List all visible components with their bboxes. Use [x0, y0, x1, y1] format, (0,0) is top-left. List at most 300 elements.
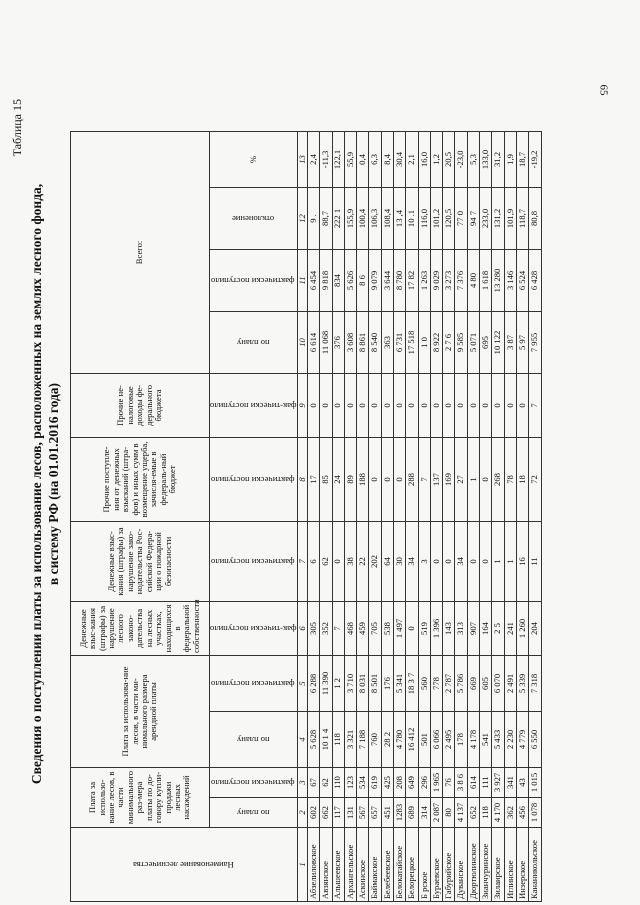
table-cell: 6 524 [516, 249, 528, 311]
table-cell: 20,5 [443, 131, 455, 187]
table-cell: 0 [344, 373, 356, 437]
forestry-name: Бураевское [430, 828, 442, 902]
table-cell: 6 454 [307, 249, 319, 311]
table-cell: 652 [467, 798, 479, 828]
table-cell: 0 [443, 521, 455, 601]
table-cell: 2 7 6 [443, 311, 455, 373]
table-row [504, 131, 516, 901]
table-cell: 122,1 [332, 131, 344, 187]
table-cell: 1,2 [430, 131, 442, 187]
table-cell: 0 [406, 601, 418, 655]
table-cell: 11 068 [320, 311, 332, 373]
table-cell: 9 818 [320, 249, 332, 311]
table-cell: 7 [529, 373, 541, 437]
table-cell: 8,4 [381, 131, 393, 187]
forestry-name: Кананикольское [529, 828, 541, 902]
table-cell: 1 [492, 521, 504, 601]
forestry-name: Альшеевское [332, 828, 344, 902]
table-cell: 689 [406, 798, 418, 828]
table-cell: 662 [320, 798, 332, 828]
table-cell: 13 280 [492, 249, 504, 311]
forestry-name: Белебеевское [381, 828, 393, 902]
table-cell: 155,9 [344, 187, 356, 249]
table-cell: 0 [443, 373, 455, 437]
table-cell: 6 550 [529, 711, 541, 767]
table-cell: 0 [430, 373, 442, 437]
column-number: 3 [297, 767, 307, 797]
table-cell: 2,4 [307, 131, 319, 187]
table-cell: 0 [467, 373, 479, 437]
table-cell: 4 170 [492, 798, 504, 828]
table-cell: 3 608 [344, 311, 356, 373]
table-row [369, 131, 381, 901]
table-cell: 204 [529, 601, 541, 655]
table-cell: 3 146 [504, 249, 516, 311]
header-total: Всего: [71, 131, 210, 373]
table-cell: 362 [504, 798, 516, 828]
table-cell: 567 [357, 798, 369, 828]
table-cell: 3 8 6 [455, 767, 467, 797]
header-name: Наименование лесничества [71, 828, 298, 902]
column-number: 10 [297, 311, 307, 373]
table-cell: 202 [369, 521, 381, 601]
table-cell: 5 339 [516, 655, 528, 711]
column-number: 11 [297, 249, 307, 311]
table-cell: 8 922 [430, 311, 442, 373]
table-row [307, 131, 319, 901]
table-cell: 907 [467, 601, 479, 655]
table-cell: 88,7 [320, 187, 332, 249]
table-cell: 0 [369, 437, 381, 521]
table-cell: 0 [480, 521, 492, 601]
header-col-e: Прочие поступле-ния от денежных взысканий (штра-фов) и иных сумм в возмещение ущерба, зачисля-емые в федераль-ный бюджет [71, 437, 210, 521]
table-cell: 77 0 [455, 187, 467, 249]
table-cell: -19,2 [529, 131, 541, 187]
header-col-c: Денежные взыс-кания (штрафы) за нарушение лесного законо-дательства на лесных участках, находящихся в федеральной собственности [71, 601, 210, 655]
table-cell: 131 [344, 798, 356, 828]
table-cell: 296 [418, 767, 430, 797]
forestry-name: Белокатайское [394, 828, 406, 902]
table-cell: 55,9 [344, 131, 356, 187]
table-cell: 17 82 [406, 249, 418, 311]
table-cell: 9 . [307, 187, 319, 249]
table-cell: 4 779 [516, 711, 528, 767]
table-cell: 28 2 [381, 711, 393, 767]
forestry-name: Абзелиловское [307, 828, 319, 902]
forestry-name: Дюртюлинское [467, 828, 479, 902]
table-cell: 16 412 [406, 711, 418, 767]
forestry-name: Дуванское [455, 828, 467, 902]
table-cell: 89 [344, 437, 356, 521]
table-cell: 0 [455, 373, 467, 437]
table-cell: 2 5 [492, 601, 504, 655]
table-cell: 10 .1 [406, 187, 418, 249]
table-cell: 7 955 [529, 311, 541, 373]
table-cell: 9 029 [430, 249, 442, 311]
header-col-a: Плата за использо-вание лесов, в части минимального раз-мера платы по до-говору купли-продажи лесных насаждений [71, 767, 210, 827]
table-cell: 0 [418, 373, 430, 437]
table-cell: 18 [516, 437, 528, 521]
column-number: 9 [297, 373, 307, 437]
table-cell: 188 [357, 437, 369, 521]
table-cell: 2 087 [430, 798, 442, 828]
table-cell: 0 [394, 437, 406, 521]
table-cell: 0 [406, 373, 418, 437]
table-cell: 3 87 [504, 311, 516, 373]
table-cell: 0 [381, 373, 393, 437]
subheader-plan: по плану [210, 798, 298, 828]
table-cell: 76 [443, 767, 455, 797]
table-cell: 4 80 [467, 249, 479, 311]
table-cell: 34 [406, 521, 418, 601]
column-number: 6 [297, 601, 307, 655]
header-col-b: Плата за использова-ние лесов, в части ми-нимального размера арендной платы [71, 655, 210, 767]
table-cell: 208 [394, 767, 406, 797]
table-cell: 6,3 [369, 131, 381, 187]
table-cell: 3 644 [381, 249, 393, 311]
table-cell: 13 ,4 [394, 187, 406, 249]
table-row [529, 131, 541, 901]
table-cell: 4 137 [455, 798, 467, 828]
table-row [418, 131, 430, 901]
table-cell: 118 [480, 798, 492, 828]
table-cell: 288 [406, 437, 418, 521]
forestry-name: Иглинское [504, 828, 516, 902]
table-cell: 9 079 [369, 249, 381, 311]
table-cell: 1 2 [332, 655, 344, 711]
revenue-table [70, 131, 542, 902]
table-cell: 116,0 [418, 187, 430, 249]
table-cell: 560 [418, 655, 430, 711]
table-cell: 7 188 [357, 711, 369, 767]
table-cell: 10 1 4 [320, 711, 332, 767]
table-cell: 120,5 [443, 187, 455, 249]
table-cell: 2 787 [443, 655, 455, 711]
table-cell: 657 [369, 798, 381, 828]
table-cell: 0,4 [357, 131, 369, 187]
table-cell: 1 [467, 437, 479, 521]
table-label: Таблица 15 [10, 99, 24, 157]
subheader-deviation: отклонение [210, 187, 298, 249]
table-cell: 101,2 [430, 187, 442, 249]
table-cell: 0 [320, 373, 332, 437]
table-row [357, 131, 369, 901]
forestry-name: Зианчуринское [480, 828, 492, 902]
table-cell: 376 [332, 311, 344, 373]
table-cell: 695 [480, 311, 492, 373]
table-cell: 4 178 [467, 711, 479, 767]
table-cell: 501 [418, 711, 430, 767]
table-cell: 6 614 [307, 311, 319, 373]
forestry-name: Баймакское [369, 828, 381, 902]
column-number: 13 [297, 131, 307, 187]
table-cell: 7 [418, 437, 430, 521]
table-cell: 2,1 [406, 131, 418, 187]
table-cell: 1,9 [504, 131, 516, 187]
table-cell: 1 618 [480, 249, 492, 311]
table-cell: 62 [320, 767, 332, 797]
table-cell: 2 491 [504, 655, 516, 711]
table-cell: 0 [430, 521, 442, 601]
table-cell: 241 [504, 601, 516, 655]
table-cell: 534 [357, 767, 369, 797]
table-cell: 3 927 [492, 767, 504, 797]
table-cell: 538 [381, 601, 393, 655]
table-cell: -11,3 [320, 131, 332, 187]
subheader-fact: фактически поступило [210, 521, 298, 601]
subheader-fact: фактически поступило [210, 437, 298, 521]
header-col-d: Денежные взыс-кания (штрафы) за нарушение зако-нодательства Рос-сийской Федера-ции о пожарной безопасности [71, 521, 210, 601]
table-row [320, 131, 332, 901]
table-cell: 0 [467, 521, 479, 601]
table-cell: -23,0 [455, 131, 467, 187]
table-cell: 118 [332, 711, 344, 767]
table-cell: 0 [480, 373, 492, 437]
forestry-name: Инзерское [516, 828, 528, 902]
table-cell: 85 [320, 437, 332, 521]
table-cell: 10 122 [492, 311, 504, 373]
table-cell: 7 376 [455, 249, 467, 311]
table-cell: 2 495 [443, 711, 455, 767]
table-row [394, 131, 406, 901]
table-cell: 117 [332, 798, 344, 828]
table-cell: 108,4 [381, 187, 393, 249]
table-cell: 78 [504, 437, 516, 521]
table-cell: 614 [467, 767, 479, 797]
table-cell: 778 [430, 655, 442, 711]
table-cell: 222 1 [332, 187, 344, 249]
forestry-name: Белорецкое [406, 828, 418, 902]
subheader-fact-short: фак-тически поступило [210, 601, 298, 655]
table-row [455, 131, 467, 901]
page-number: 65 [597, 84, 610, 96]
table-cell: 101,9 [504, 187, 516, 249]
column-number: 1 [297, 828, 307, 902]
table-cell: 5 628 [307, 711, 319, 767]
table-cell: 1 [504, 521, 516, 601]
table-cell: 1 497 [394, 601, 406, 655]
table-row [344, 131, 356, 901]
table-cell: 143 [443, 601, 455, 655]
column-number: 4 [297, 711, 307, 767]
table-cell: 619 [369, 767, 381, 797]
forestry-name: Авзянское [320, 828, 332, 902]
table-cell: 352 [320, 601, 332, 655]
table-cell: 1283 [394, 798, 406, 828]
table-cell: 16,0 [418, 131, 430, 187]
table-cell: 0 [516, 373, 528, 437]
table-row [430, 131, 442, 901]
table-cell: 8 540 [369, 311, 381, 373]
table-row [467, 131, 479, 901]
table-cell: 8 031 [357, 655, 369, 711]
table-row [516, 131, 528, 901]
table-cell: 834 [332, 249, 344, 311]
table-cell: 0 [307, 373, 319, 437]
subheader-fact-short: фак-тически поступило [210, 373, 298, 437]
table-cell: 16 [516, 521, 528, 601]
table-cell: 519 [418, 601, 430, 655]
table-cell: 2 230 [504, 711, 516, 767]
title-line-2: в систему РФ (на 01.01.2016 года) [46, 382, 61, 586]
table-cell: 137 [430, 437, 442, 521]
table-cell: 3 [418, 521, 430, 601]
table-cell: 27 [455, 437, 467, 521]
table-cell: 459 [357, 601, 369, 655]
table-cell: 1 015 [529, 767, 541, 797]
column-number: 5 [297, 655, 307, 711]
table-cell: 6 [307, 521, 319, 601]
table-cell: 5 626 [344, 249, 356, 311]
table-cell: 3 321 [344, 711, 356, 767]
table-cell: 106,3 [369, 187, 381, 249]
table-cell: 6 731 [394, 311, 406, 373]
table-cell: 0 [394, 373, 406, 437]
header-col-f: Прочие не-налоговые доходы фе-дерального бюджета [71, 373, 210, 437]
table-row [480, 131, 492, 901]
table-cell: 18,7 [516, 131, 528, 187]
table-cell: 5 433 [492, 711, 504, 767]
table-cell: 233,0 [480, 187, 492, 249]
table-row [332, 131, 344, 901]
table-cell: 5 071 [467, 311, 479, 373]
table-cell: 80,8 [529, 187, 541, 249]
table-cell: 0 [357, 373, 369, 437]
table-cell: 456 [516, 798, 528, 828]
table-cell: 363 [381, 311, 393, 373]
table-cell: 17 [307, 437, 319, 521]
table-cell: 31,2 [492, 131, 504, 187]
table-cell: 43 [516, 767, 528, 797]
column-number: 2 [297, 798, 307, 828]
column-number: 8 [297, 437, 307, 521]
table-cell: 123 [344, 767, 356, 797]
table-row [381, 131, 393, 901]
subheader-percent: % [210, 131, 298, 187]
page-title [28, 123, 62, 845]
subheader-fact: фактически поступило [210, 655, 298, 711]
table-cell: 669 [467, 655, 479, 711]
table-cell: 0 [492, 373, 504, 437]
table-cell: 5 786 [455, 655, 467, 711]
table-cell: 602 [307, 798, 319, 828]
table-cell: 541 [480, 711, 492, 767]
table-cell: 178 [455, 711, 467, 767]
table-cell: 314 [418, 798, 430, 828]
subheader-fact: фактически поступило [210, 767, 298, 797]
forestry-name: Габурийское [443, 828, 455, 902]
table-cell: 468 [344, 601, 356, 655]
table-cell: 62 [320, 521, 332, 601]
table-cell: 30 [394, 521, 406, 601]
table-cell: 0 [480, 437, 492, 521]
table-cell: 11 390 [320, 655, 332, 711]
table-cell: 1 260 [516, 601, 528, 655]
column-number: 7 [297, 521, 307, 601]
table-cell: 5,3 [467, 131, 479, 187]
forestry-name: Архангельское [344, 828, 356, 902]
table-row [406, 131, 418, 901]
table-cell: 341 [504, 767, 516, 797]
subheader-plan: по плану [210, 711, 298, 767]
table-cell: 64 [381, 521, 393, 601]
table-cell: 1 396 [430, 601, 442, 655]
table-cell: 3 273 [443, 249, 455, 311]
table-cell: 1 965 [430, 767, 442, 797]
table-cell: 5 97 [516, 311, 528, 373]
table-cell: 705 [369, 601, 381, 655]
table-cell: 80 [443, 798, 455, 828]
table-cell: 6 428 [529, 249, 541, 311]
table-cell: 0 [332, 373, 344, 437]
table-cell: 649 [406, 767, 418, 797]
table-cell: 7 318 [529, 655, 541, 711]
forestry-name: Аскинское [357, 828, 369, 902]
table-cell: 1 263 [418, 249, 430, 311]
table-row [492, 131, 504, 901]
table-cell: 94 7 [467, 187, 479, 249]
table-cell: 8 501 [369, 655, 381, 711]
table-cell: 425 [381, 767, 393, 797]
table-cell: 118,7 [516, 187, 528, 249]
forestry-name: Зилаирское [492, 828, 504, 902]
table-cell: 100,4 [357, 187, 369, 249]
table-cell: 164 [480, 601, 492, 655]
table-cell: 67 [307, 767, 319, 797]
table-cell: 305 [307, 601, 319, 655]
table-cell: 5 341 [394, 655, 406, 711]
column-number: 12 [297, 187, 307, 249]
table-cell: 34 [455, 521, 467, 601]
table-cell: 0 [504, 373, 516, 437]
forestry-name: Б рское [418, 828, 430, 902]
table-cell: 3 710 [344, 655, 356, 711]
table-cell: 110 [332, 767, 344, 797]
table-cell: 24 [332, 437, 344, 521]
table-row [443, 131, 455, 901]
subheader-plan: по плану [210, 311, 298, 373]
table-cell: 6 070 [492, 655, 504, 711]
table-cell: 8 861 [357, 311, 369, 373]
title-line-1: Сведения о поступлении платы за использование лесов, расположенных на землях лесного фонда, [29, 183, 44, 785]
table-cell: 9 585 [455, 311, 467, 373]
table-cell: 0 [332, 521, 344, 601]
subheader-fact: фактически поступило [210, 249, 298, 311]
table-cell: 111 [480, 767, 492, 797]
table-cell: 0 [369, 373, 381, 437]
table-cell: 22 [357, 521, 369, 601]
table-cell: 8 6 [357, 249, 369, 311]
table-cell: 451 [381, 798, 393, 828]
table-cell: 313 [455, 601, 467, 655]
table-cell: 760 [369, 711, 381, 767]
table-cell: 133,0 [480, 131, 492, 187]
table-cell: 7 [332, 601, 344, 655]
table-cell: 17 518 [406, 311, 418, 373]
table-cell: 38 [344, 521, 356, 601]
table-cell: 4 780 [394, 711, 406, 767]
table-cell: 169 [443, 437, 455, 521]
table-cell: 268 [492, 437, 504, 521]
table-cell: 1 078 [529, 798, 541, 828]
table-cell: 72 [529, 437, 541, 521]
table-cell: 18 3 7 [406, 655, 418, 711]
table-cell: 0 [381, 437, 393, 521]
table-cell: 1 0 [418, 311, 430, 373]
table-cell: 30,4 [394, 131, 406, 187]
table-cell: 6 066 [430, 711, 442, 767]
table-cell: 176 [381, 655, 393, 711]
